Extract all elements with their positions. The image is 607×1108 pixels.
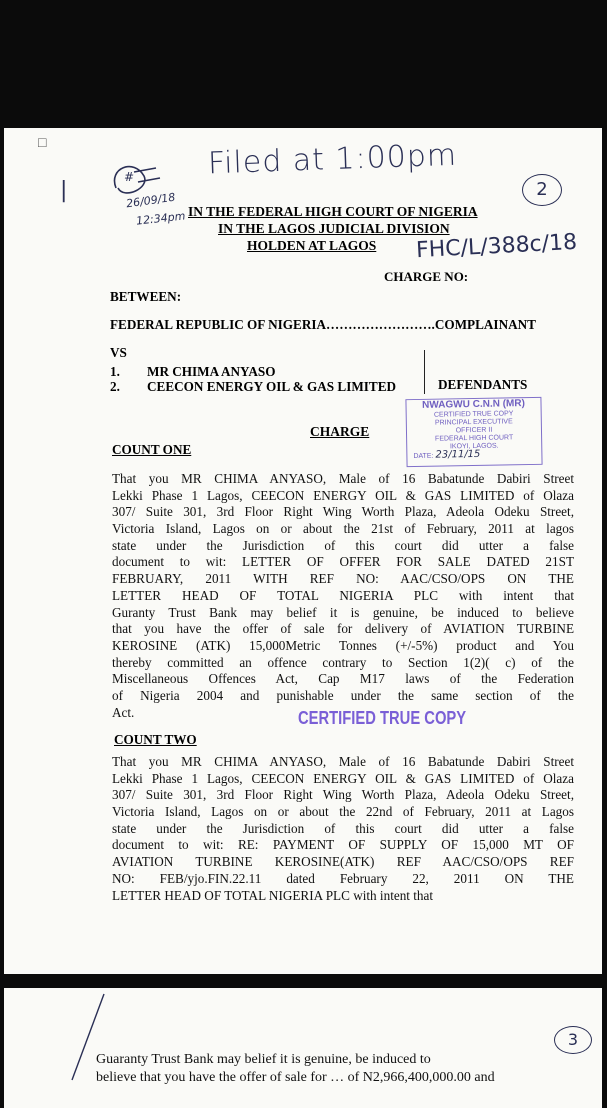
count-one-line: state under the Jurisdiction of this court did utter a false xyxy=(112,537,574,553)
stamp-date-value: 23/11/15 xyxy=(435,448,481,461)
court-title-line-3: HOLDEN AT LAGOS xyxy=(247,238,377,253)
vs-label: VS xyxy=(110,345,127,360)
certified-stamp xyxy=(405,397,542,467)
handwritten-charge-number: FHC/L/388c/18 xyxy=(415,229,578,264)
defendant-1-name: MR CHIMA ANYASO xyxy=(147,364,276,379)
document-page-2 xyxy=(4,988,602,1108)
count-one-line: 307/ Suite 301, 3rd Floor Right Wing Worth Plaza, Adeola Odeku Street, xyxy=(112,504,574,520)
count-two-line: Victoria Island, Lagos on or about the 22nd of February, 2011 at Lagos xyxy=(112,804,574,820)
stamp-officer-name: NWAGWU C.N.N (MR) xyxy=(422,398,525,411)
count-one-line: that you have the offer of sale for delivery of AVIATION TURBINE xyxy=(112,621,574,637)
count-two-line: NO: FEB/yjo.FIN.22.11 dated February 22, 2011 ON THE xyxy=(112,870,574,886)
count-two-line: That you MR CHIMA ANYASO, Male of 16 Babatunde Dabiri Street xyxy=(112,754,574,769)
count-one-title: COUNT ONE xyxy=(112,442,192,457)
count-one-line: thereby committed an offence contrary to Section 1(2)( c) of the xyxy=(112,654,574,670)
defendants-label: DEFENDANTS xyxy=(438,377,528,392)
count-two-line: document to wit: RE: PAYMENT OF SUPPLY OF 15,000 MT OF xyxy=(112,837,574,853)
handwritten-page-number-2: 3 xyxy=(554,1026,592,1054)
stamp-date-row xyxy=(407,450,541,461)
between-label: BETWEEN: xyxy=(110,289,182,304)
charge-title: CHARGE xyxy=(310,424,370,439)
count-two-body xyxy=(112,754,574,904)
page-2-line-2: believe that you have the offer of sale for … of N2,966,400,000.00 and xyxy=(96,1070,495,1085)
handwritten-margin-mark: | xyxy=(60,178,68,203)
page-2-line-1: Guaranty Trust Bank may belief it is genuine, be induced to xyxy=(96,1052,431,1067)
count-one-body xyxy=(112,471,574,721)
defendant-2-name: CEECON ENERGY OIL & GAS LIMITED xyxy=(147,379,397,394)
defendants-bracket xyxy=(424,350,431,394)
count-one-line: Lekki Phase 1 Lagos, CEECON ENERGY OIL & GAS LIMITED of Olaza xyxy=(112,487,574,503)
count-two-line: Lekki Phase 1 Lagos, CEECON ENERGY OIL & GAS LIMITED of Olaza xyxy=(112,770,574,786)
stamp-line-3: PRINCIPAL EXECUTIVE xyxy=(434,418,513,427)
stamp-line-5: FEDERAL HIGH COURT xyxy=(434,434,514,443)
count-one-line: Guranty Trust Bank may belief it is genuine, be induced to believe xyxy=(112,604,574,620)
handwritten-filed-note: Filed at 1:00pm xyxy=(207,137,458,182)
count-two-line: state under the Jurisdiction of this court did utter a false xyxy=(112,820,574,836)
count-one-line: Act. xyxy=(112,704,135,720)
count-one-line: KEROSINE (ATK) 15,000Metric Tonnes (+/-5%) product and You xyxy=(112,637,574,653)
count-two-line: AVIATION TURBINE KEROSINE(ATK) REF AAC/CSO/OPS REF xyxy=(112,854,574,870)
complainant-line: FEDERAL REPUBLIC OF NIGERIA…………………….COMPLAINANT xyxy=(110,317,536,332)
count-one-line: FEBRUARY, 2011 WITH REF NO: AAC/CSO/OPS ON THE xyxy=(112,571,574,587)
handwritten-initials: # xyxy=(124,170,135,184)
court-title-line-1: IN THE FEDERAL HIGH COURT OF NIGERIA xyxy=(188,204,478,219)
document-page-1 xyxy=(4,128,602,974)
count-one-line: document to wit: LETTER OF OFFER FOR SALE DATED 21ST xyxy=(112,554,574,570)
count-one-line: Miscellaneous Offences Act, Cap M17 laws of the Federation xyxy=(112,671,574,687)
count-two-line: LETTER HEAD OF TOTAL NIGERIA PLC with intent that xyxy=(112,887,434,903)
defendant-2-number: 2. xyxy=(110,379,120,394)
handwritten-time: 12:34pm xyxy=(135,209,186,228)
stamp-line-6: IKOYI, LAGOS. xyxy=(449,442,499,451)
count-two-title: COUNT TWO xyxy=(114,732,197,747)
stamp-date-label: DATE: xyxy=(413,452,434,461)
count-one-line: Victoria Island, Lagos on or about the 21st of February, 2011 at lagos xyxy=(112,521,574,537)
count-two-line: 307/ Suite 301, 3rd Floor Right Wing Worth Plaza, Adeola Odeku Street, xyxy=(112,787,574,803)
count-one-line: LETTER HEAD OF TOTAL NIGERIA PLC with intent that xyxy=(112,587,574,603)
charge-no-label: CHARGE NO: xyxy=(384,269,469,284)
stamp-line-4: OFFICER II xyxy=(455,426,493,435)
count-one-line: of Nigeria 2004 and punishable under the same section of the xyxy=(112,687,574,703)
certified-true-copy-stamp: CERTIFIED TRUE COPY xyxy=(298,708,467,728)
handwritten-date: 26/09/18 xyxy=(125,190,177,211)
handwritten-margin-stroke xyxy=(64,992,114,1082)
stamp-line-2: CERTIFIED TRUE COPY xyxy=(433,410,514,419)
page-corner-mark: □ xyxy=(38,136,47,151)
defendant-1-number: 1. xyxy=(110,364,120,379)
handwritten-page-number-1: 2 xyxy=(522,174,562,206)
court-title-line-2: IN THE LAGOS JUDICIAL DIVISION xyxy=(218,221,450,236)
count-one-line: That you MR CHIMA ANYASO, Male of 16 Babatunde Dabiri Street xyxy=(112,471,574,486)
